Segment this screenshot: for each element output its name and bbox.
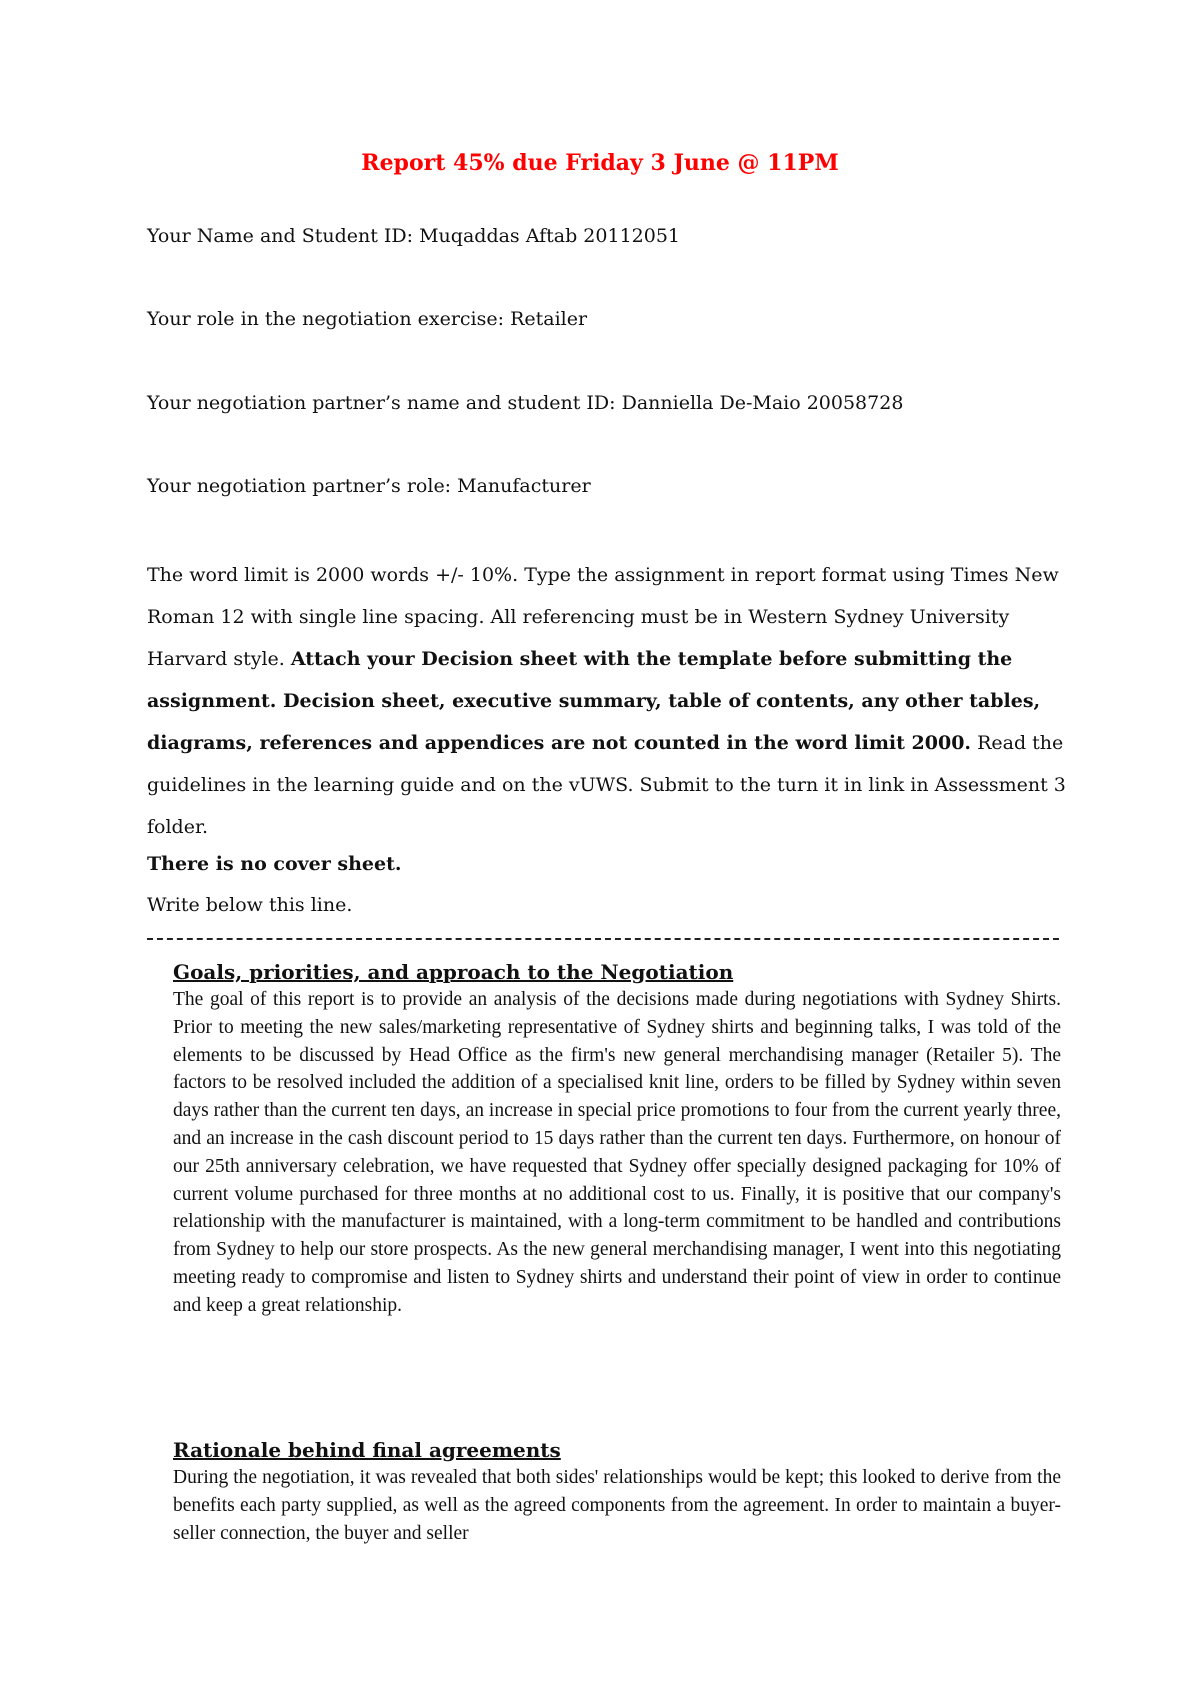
section-goals xyxy=(173,958,1061,1320)
role-field: Your role in the negotiation exercise: Retailer xyxy=(147,308,588,330)
write-below-line-note: Write below this line. xyxy=(147,894,353,916)
section-rationale xyxy=(173,1436,1061,1547)
partner-name-id-field: Your negotiation partner’s name and student ID: Danniella De-Maio 20058728 xyxy=(147,392,904,414)
instructions-text-1: The word limit is 2000 words +/- 10%. Type the assignment in report format using Times New Roman 12 with single line spacing. All referencing must be in Western Sydney University Harvard style. xyxy=(147,564,1059,670)
instructions-bold-text: Attach your Decision sheet with the template before submitting the assignment. Decision sheet, executive summary, table of contents, any other tables, diagrams, references and appendices are not counted in the word limit 2000. xyxy=(147,648,1041,754)
section-body: The goal of this report is to provide an analysis of the decisions made during negotiations with Sydney Shirts. Prior to meeting the new sales/marketing representative of Sydney shirts and beginning talks, I was told of the elements to be discussed by Head Office as the firm's new general merchandising manager (Retailer 5). The factors to be resolved included the addition of a specialised knit line, orders to be filled by Sydney within seven days rather than the current ten days, an increase in special price promotions to four from the current yearly three, and an increase in the cash discount period to 15 days rather than the current ten days. Furthermore, on honour of our 25th anniversary celebration, we have requested that Sydney offer specially designed packaging for 10% of current volume purchased for three months at no additional cost to us. Finally, it is positive that our company's relationship with the manufacturer is maintained, with a long-term commitment to be handled and contributions from Sydney to help our store prospects. As the new general merchandising manager, I went into this negotiating meeting ready to compromise and listen to Sydney shirts and understand their point of view in order to continue and keep a great relationship. xyxy=(173,989,1061,1316)
section-body: During the negotiation, it was revealed that both sides' relationships would be kept; this looked to derive from the benefits each party supplied, as well as the agreed components from the agreement. In order to maintain a buyer-seller connection, the buyer and seller xyxy=(173,1467,1061,1544)
section-heading: Goals, priorities, and approach to the Negotiation xyxy=(173,960,734,984)
instructions-text-3: Read the guidelines in the learning guide and on the vUWS. Submit to the turn it in link in Assessment 3 folder. xyxy=(147,732,1066,838)
student-name-id-field: Your Name and Student ID: Muqaddas Aftab 20112051 xyxy=(147,225,681,247)
partner-role-field: Your negotiation partner’s role: Manufacturer xyxy=(147,475,591,497)
dashed-divider xyxy=(147,938,1059,940)
no-cover-sheet-note: There is no cover sheet. xyxy=(147,853,402,875)
report-title: Report 45% due Friday 3 June @ 11PM xyxy=(361,150,839,176)
instructions-paragraph xyxy=(147,554,1067,848)
section-heading: Rationale behind final agreements xyxy=(173,1438,561,1462)
